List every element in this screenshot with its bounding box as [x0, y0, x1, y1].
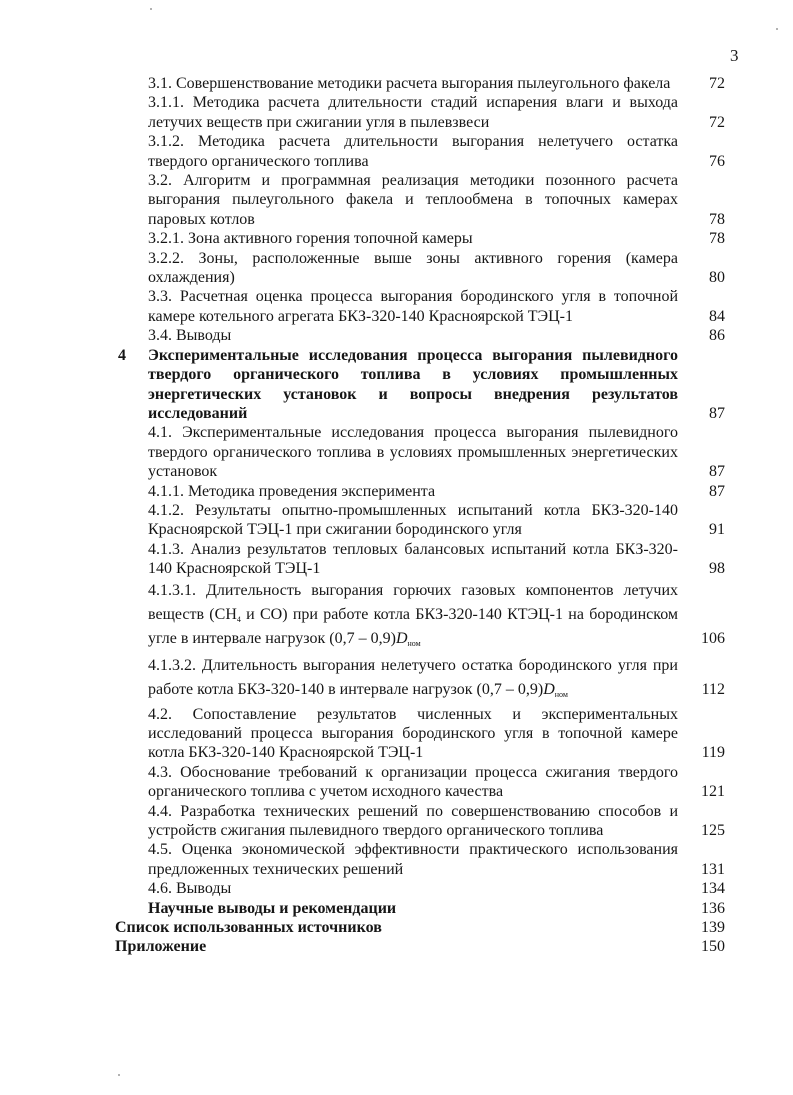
toc-entry-title: 4.1.3.1. Длительность выгорания горючих газовых компонентов летучих веществ ($CH_4$ и CO) при работе котла БКЗ-320-140 КТЭЦ-1 на бородинском угле в интервале нагрузок $(0,7 - 0,9)D_{ном}$ — [148, 581, 679, 648]
toc-entry-4-6[interactable] — [0, 879, 793, 898]
toc-entry-title: Научные выводы и рекомендации — [148, 899, 397, 917]
toc-entry-page: 87 — [709, 404, 725, 422]
toc-entry-title: Список использованных источников — [115, 919, 382, 937]
formula-load-range: $(0,7 - 0,9)D_{ном}$ — [476, 680, 568, 699]
scan-speck — [118, 1074, 120, 1076]
toc-entry-4-4[interactable] — [0, 802, 793, 841]
toc-entry-page: 131 — [701, 860, 725, 878]
toc-entry-4-1-3[interactable] — [0, 540, 793, 579]
toc-entry-title: 4.3. Обоснование требований к организации процесса сжигания твердого органического топлива с учетом исходного качества — [148, 763, 678, 801]
toc-entry-page: 76 — [709, 152, 725, 170]
toc-entry-page: 87 — [709, 463, 725, 481]
toc-entry-title: 4.1.1. Методика проведения эксперимента — [148, 482, 436, 500]
toc-entry-title: 4.6. Выводы — [148, 880, 232, 898]
formula-co: CO — [259, 605, 283, 623]
toc-entry-page: 87 — [709, 482, 725, 500]
toc-entry-page: 112 — [701, 680, 725, 698]
chapter-number: 4 — [118, 346, 126, 364]
toc-entry-4-1[interactable] — [0, 423, 793, 481]
toc-entry-page: 91 — [709, 521, 725, 539]
toc-entry-page: 134 — [701, 880, 725, 898]
toc-entry-4-1-2[interactable] — [0, 501, 793, 540]
scan-speck — [150, 8, 152, 10]
toc-entry-4-5[interactable] — [0, 840, 793, 879]
toc-entry-title: 3.3. Расчетная оценка процесса выгорания бородинского угля в топочной камере котельного агрегата БКЗ-320-140 Красноярской ТЭЦ-1 — [148, 288, 678, 325]
scan-speck — [776, 28, 778, 30]
toc-entry-page: 139 — [701, 919, 725, 937]
toc-entry-page: 78 — [709, 230, 725, 248]
toc-entry-4-1-1[interactable] — [0, 482, 793, 501]
toc-entry-title: 4.1.2. Результаты опытно-промышленных испытаний котла БКЗ-320-140 Красноярской ТЭЦ-1 при сжигании бородинского угля — [148, 501, 678, 539]
toc-entry-title: 3.2.2. Зоны, расположенные выше зоны активного горения (камера охлаждения) — [148, 249, 678, 287]
toc-entry-title: 4.1.3.2. Длительность выгорания нелетучего остатка бородинского угля при работе котла БКЗ-320-140 в интервале нагрузок $(0,7 - 0,9)D_{ном}$ — [148, 656, 678, 699]
toc-entry-title: 4.2. Сопоставление результатов численных и экспериментальных исследований процесса выгорания бородинского угля в топочной камере котла БКЗ-320-140 Красноярской ТЭЦ-1 — [148, 705, 678, 762]
toc-entry-title: 3.1. Совершенствование методики расчета выгорания пылеугольного факела — [148, 75, 671, 92]
toc-entry-4-2[interactable] — [0, 705, 793, 763]
toc-entry-title: 3.1.2. Методика расчета длительности выгорания нелетучего остатка твердого органического топлива — [148, 133, 678, 170]
toc-entry-references[interactable] — [0, 918, 793, 937]
toc-entry-page: 78 — [709, 210, 725, 228]
toc-entry-page: 98 — [709, 560, 725, 578]
toc-entry-3-1-1[interactable] — [0, 93, 793, 132]
toc-entry-page: 150 — [701, 938, 725, 956]
formula-ch4: $CH_4$ — [214, 605, 241, 624]
toc-entry-title: 4.4. Разработка технических решений по совершенствованию способов и устройств сжигания пылевидного твердого органического топлива — [148, 802, 678, 839]
toc-entry-page: 106 — [701, 629, 725, 647]
toc-entry-title: 4.5. Оценка экономической эффективности практического использования предложенных технических решений — [148, 841, 678, 878]
toc-entry-page: 84 — [709, 307, 725, 325]
toc-entry-3-2-2[interactable] — [0, 249, 793, 288]
toc-entry-page: 136 — [701, 899, 725, 917]
table-of-contents — [0, 74, 793, 957]
toc-entry-title: 4.1. Экспериментальные исследования процесса выгорания пылевидного твердого органического топлива в условиях промышленных энергетических установок — [148, 424, 678, 481]
toc-entry-4-1-3-1[interactable] — [0, 579, 793, 651]
toc-entry-page: 72 — [709, 113, 725, 131]
toc-entry-title: 3.4. Выводы — [148, 327, 232, 345]
toc-entry-title: Приложение — [115, 938, 207, 956]
toc-entry-page: 72 — [709, 75, 725, 92]
toc-entry-3-1[interactable] — [0, 74, 793, 93]
toc-entry-appendix[interactable] — [0, 937, 793, 956]
toc-entry-page: 125 — [701, 822, 725, 839]
toc-entry-page: 86 — [709, 327, 725, 345]
toc-entry-title: 3.1.1. Методика расчета длительности стадий испарения влаги и выхода летучих веществ при сжигании угля в пылевзвеси — [148, 94, 678, 131]
toc-entry-page: 121 — [701, 783, 725, 801]
formula-load-range: $(0,7 - 0,9)D_{ном}$ — [329, 629, 421, 648]
page-number: 3 — [730, 46, 739, 65]
toc-entry-4-3[interactable] — [0, 763, 793, 802]
toc-entry-3-3[interactable] — [0, 287, 793, 326]
toc-entry-title: Экспериментальные исследования процесса выгорания пылевидного твердого органического топлива в условиях промышленных энергетических установок и вопросы внедрения результатов исследований — [148, 346, 678, 422]
toc-entry-3-1-2[interactable] — [0, 132, 793, 171]
toc-entry-conclusions[interactable] — [0, 899, 793, 918]
toc-entry-title: 3.2. Алгоритм и программная реализация методики позонного расчета выгорания пылеугольного факела и теплообмена в топочных камерах паровых котлов — [148, 172, 678, 228]
toc-entry-3-4[interactable] — [0, 326, 793, 345]
toc-entry-title: 4.1.3. Анализ результатов тепловых балансовых испытаний котла БКЗ-320-140 Красноярской ТЭЦ-1 — [148, 540, 678, 578]
toc-entry-chapter-4[interactable] — [0, 346, 793, 424]
toc-entry-3-2-1[interactable] — [0, 229, 793, 248]
toc-entry-title: 3.2.1. Зона активного горения топочной камеры — [148, 230, 473, 248]
toc-entry-3-2[interactable] — [0, 171, 793, 229]
toc-entry-page: 80 — [709, 269, 725, 287]
toc-entry-4-1-3-2[interactable] — [0, 654, 793, 702]
toc-entry-page: 119 — [701, 744, 725, 762]
